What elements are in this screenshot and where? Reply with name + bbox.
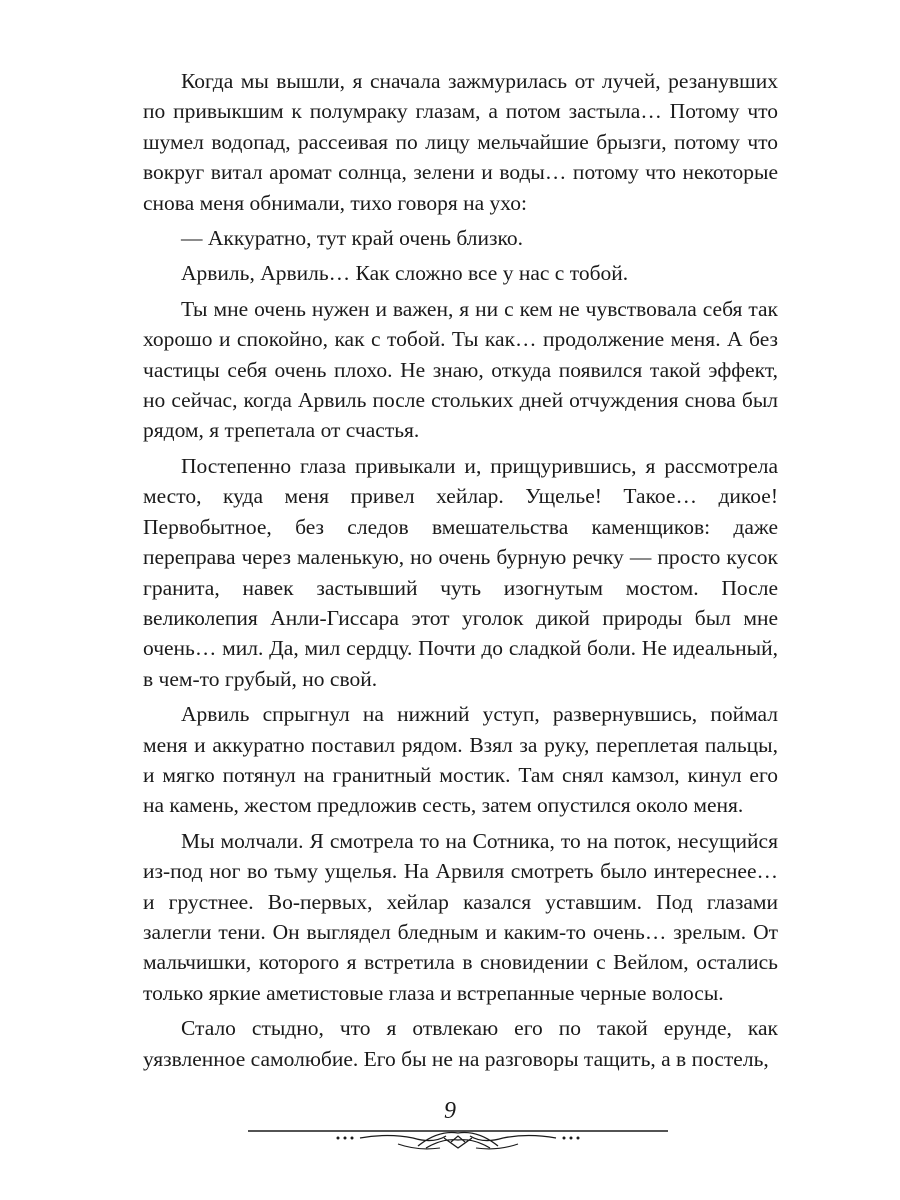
paragraph: Когда мы вышли, я сначала зажмурилась от лучей, резанувших по привыкшим к полумраку глазам, а потом застыла… Потому что шумел водопад, рассеивая по лицу мельчайшие брызги, потому что вокруг витал аромат солнца, зелени и воды… потому что некоторые снова меня обнимали, тихо говоря на ухо: (143, 69, 778, 215)
paragraph: Постепенно глаза привыкали и, прищурившись, я рассмотрела место, куда меня привел хейлар. Ущелье! Такое… дикое! Первобытное, без следов вмешательства каменщиков: даже переправа через маленькую, но очень бурную речку — просто кусок гранита, навек застывший чуть изогнутым мостом. После великолепия Анли-Гиссара этот уголок дикой природы был мне очень… мил. Да, мил сердцу. Почти до сладкой боли. Не идеальный, в чем-то грубый, но свой. (143, 453, 778, 691)
paragraph: Ты мне очень нужен и важен, я ни с кем не чувствовала себя так хорошо и спокойно, как с тобой. Ты как… продолжение меня. А без частицы себя очень плохо. Не знаю, откуда появился такой эффект, но сейчас, когда Арвиль после стольких дней отчуждения снова был рядом, я трепетала от счастья. (143, 296, 778, 443)
paragraph: Мы молчали. Я смотрела то на Сотника, то на поток, несущийся из-под ног во тьму ущелья. На Арвиля смотреть было интереснее… и грустнее. Во-первых, хейлар казался уставшим. Под глазами залегли тени. Он выглядел бледным и каким-то очень… зрелым. От мальчишки, которого я встретила в сновидении с Вейлом, остались только яркие аметистовые глаза и встрепанные черные волосы. (143, 828, 778, 1005)
paragraph: Стало стыдно, что я отвлекаю его по такой ерунде, как уязвленное самолюбие. Его бы не на разговоры тащить, а в постель, (143, 1016, 778, 1071)
page-number: 9 (444, 1098, 456, 1124)
body-text (143, 66, 778, 1074)
paragraph: Арвиль, Арвиль… Как сложно все у нас с тобой. (181, 261, 629, 286)
paragraph: — Аккуратно, тут край очень близко. (181, 226, 523, 251)
footer-ornament-icon (248, 1124, 668, 1154)
paragraph: Арвиль спрыгнул на нижний уступ, развернувшись, поймал меня и аккуратно поставил рядом. Взял за руку, переплетая пальцы, и мягко потянул на гранитный мостик. Там снял камзол, кинул его на камень, жестом предложив сесть, затем опустился около меня. (143, 702, 778, 818)
